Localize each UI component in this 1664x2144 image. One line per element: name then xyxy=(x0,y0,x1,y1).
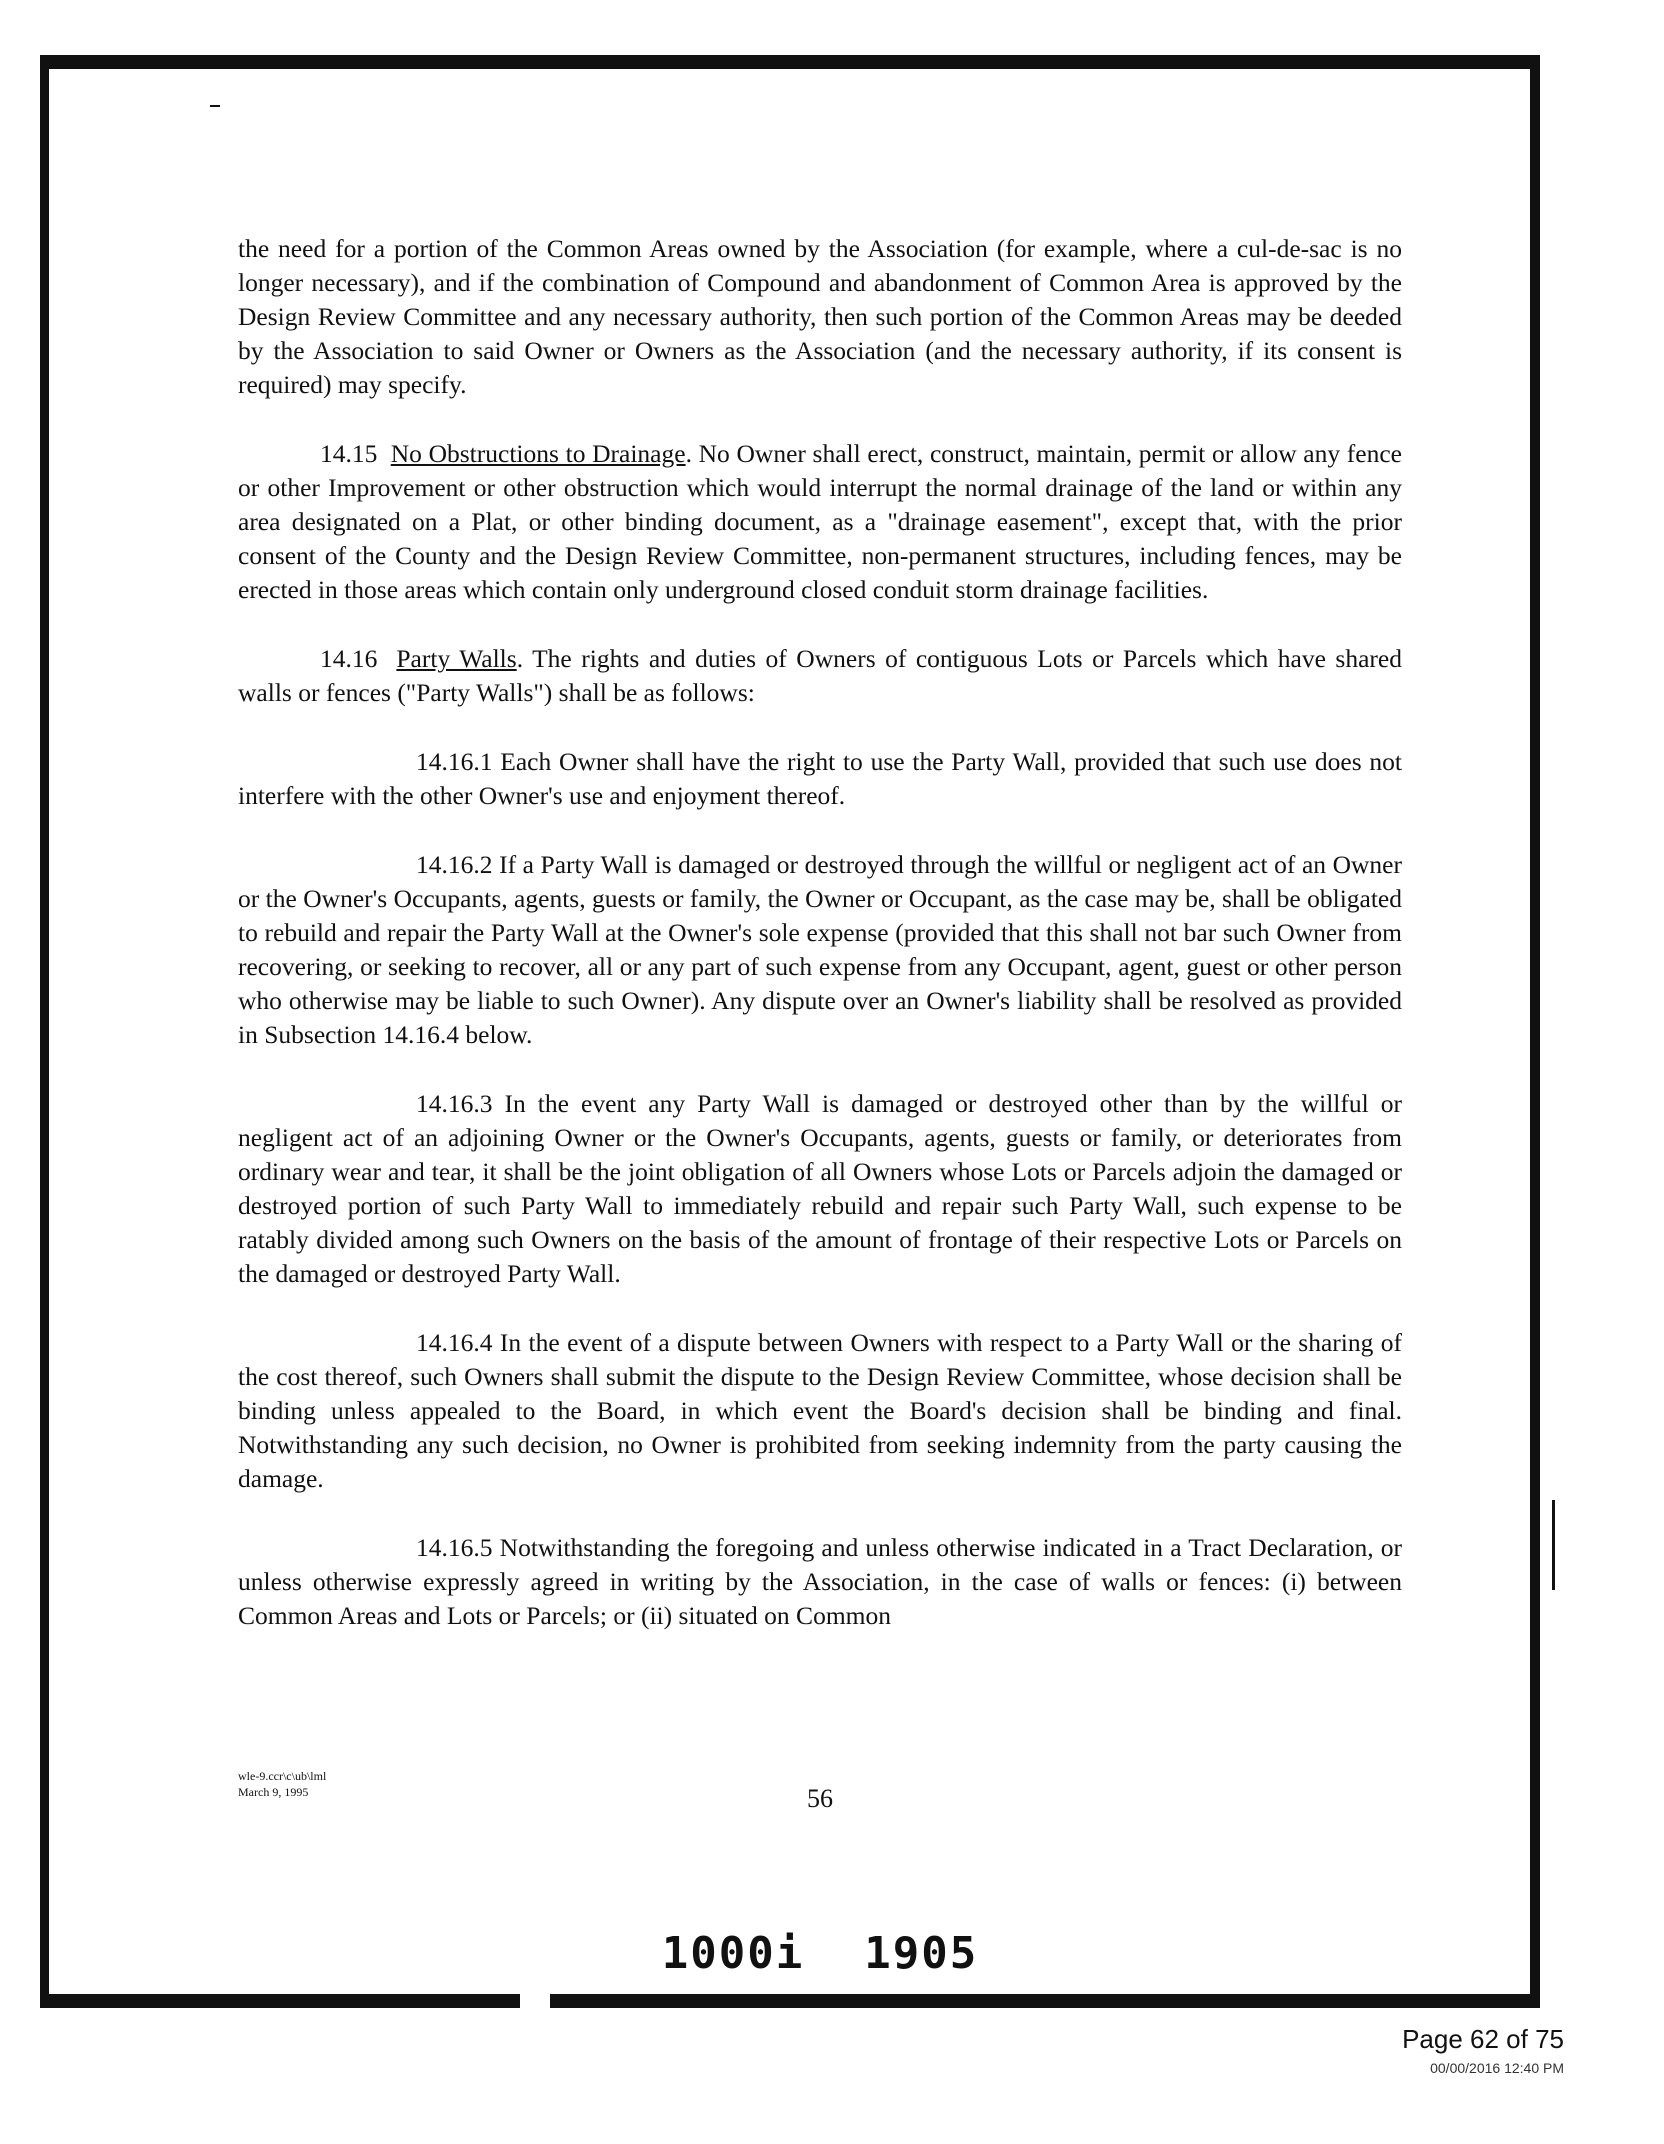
scan-frame-gap xyxy=(520,1994,550,2008)
recording-stamp xyxy=(0,1928,1640,1979)
scan-frame-right xyxy=(1530,55,1540,2008)
section-14-16-3: 14.16.3 In the event any Party Wall is damaged or destroyed other than by the willful or negligent act of an adjoining Owner or the Owner's Occupants, agents, guests or family, or deteriorates from ordinary wear and tear, it shall be the joint obligation of all Owners whose Lots or Parcels adjoin the damaged or destroyed portion of such Party Wall to immediately rebuild and repair such Party Wall, such expense to be ratably divided among such Owners on the basis of the amount of frontage of their respective Lots or Parcels on the damaged or destroyed Party Wall. xyxy=(238,1089,1402,1288)
section-heading: No Obstructions to Drainage xyxy=(390,439,686,468)
section-number: 14.16 xyxy=(320,644,378,673)
scan-frame-bottom xyxy=(40,1994,1540,2008)
section-text: . The rights and duties of Owners of contiguous Lots or Parcels which have shared walls or fences ("Party Walls") shall be as follows: xyxy=(238,644,1402,707)
section-14-16 xyxy=(238,642,1402,710)
page-number: 56 xyxy=(807,1784,833,1813)
scan-frame-top xyxy=(40,55,1540,69)
section-heading: Party Walls xyxy=(396,644,517,673)
section-14-16-1: 14.16.1 Each Owner shall have the right to use the Party Wall, provided that such use does not interfere with the other Owner's use and enjoyment thereof. xyxy=(238,747,1402,810)
paragraph-continuation: the need for a portion of the Common Areas owned by the Association (for example, where a cul-de-sac is no longer necessary), and if the combination of Compound and abandonment of Common Area is approved by the Design Review Committee and any necessary authority, then such portion of the Common Areas may be deeded by the Association to said Owner or Owners as the Association (and the necessary authority, if its consent is required) may specify. xyxy=(238,234,1402,399)
section-number: 14.15 xyxy=(320,439,378,468)
section-14-16-4: 14.16.4 In the event of a dispute between Owners with respect to a Party Wall or the sharing of the cost thereof, such Owners shall submit the dispute to the Design Review Committee, whose decision shall be binding unless appealed to the Board, in which event the Board's decision shall be binding and final. Notwithstanding any such decision, no Owner is prohibited from seeking indemnity from the party causing the damage. xyxy=(238,1328,1402,1493)
scan-frame-left xyxy=(40,55,49,2008)
scan-speck xyxy=(1552,1500,1555,1590)
section-14-16-2: 14.16.2 If a Party Wall is damaged or destroyed through the willful or negligent act of an Owner or the Owner's Occupants, agents, guests or family, the Owner or Occupant, as the case may be, shall be obligated to rebuild and repair the Party Wall at the Owner's sole expense (provided that this shall not bar such Owner from recovering, or seeking to recover, all or any part of such expense from any Occupant, agent, guest or other person who otherwise may be liable to such Owner). Any dispute over an Owner's liability shall be resolved as provided in Subsection 14.16.4 below. xyxy=(238,850,1402,1049)
print-timestamp: 00/00/2016 12:40 PM xyxy=(1430,2060,1564,2076)
section-text: . No Owner shall erect, construct, maintain, permit or allow any fence or other Improvement or other obstruction which would interrupt the normal drainage of the land or within any area designated on a Plat, or other binding document, as a "drainage easement", except that, with the prior consent of the County and the Design Review Committee, non-permanent structures, including fences, may be erected in those areas which contain only underground closed conduit storm drainage facilities. xyxy=(238,439,1403,604)
document-date: March 9, 1995 xyxy=(238,1785,309,1799)
document-body xyxy=(238,232,1402,1668)
file-code: wle-9.ccr\c\ub\lml xyxy=(238,1769,327,1783)
scan-speck xyxy=(210,105,220,107)
section-14-15 xyxy=(238,437,1402,607)
stamp-book: 1000i xyxy=(661,1928,805,1979)
page-of-total: Page 62 of 75 xyxy=(1402,2024,1564,2054)
section-14-16-5: 14.16.5 Notwithstanding the foregoing and unless otherwise indicated in a Tract Declaration, or unless otherwise expressly agreed in writing by the Association, in the case of walls or fences: (i) between Common Areas and Lots or Parcels; or (ii) situated on Common xyxy=(238,1533,1402,1630)
stamp-page: 1905 xyxy=(864,1928,979,1979)
